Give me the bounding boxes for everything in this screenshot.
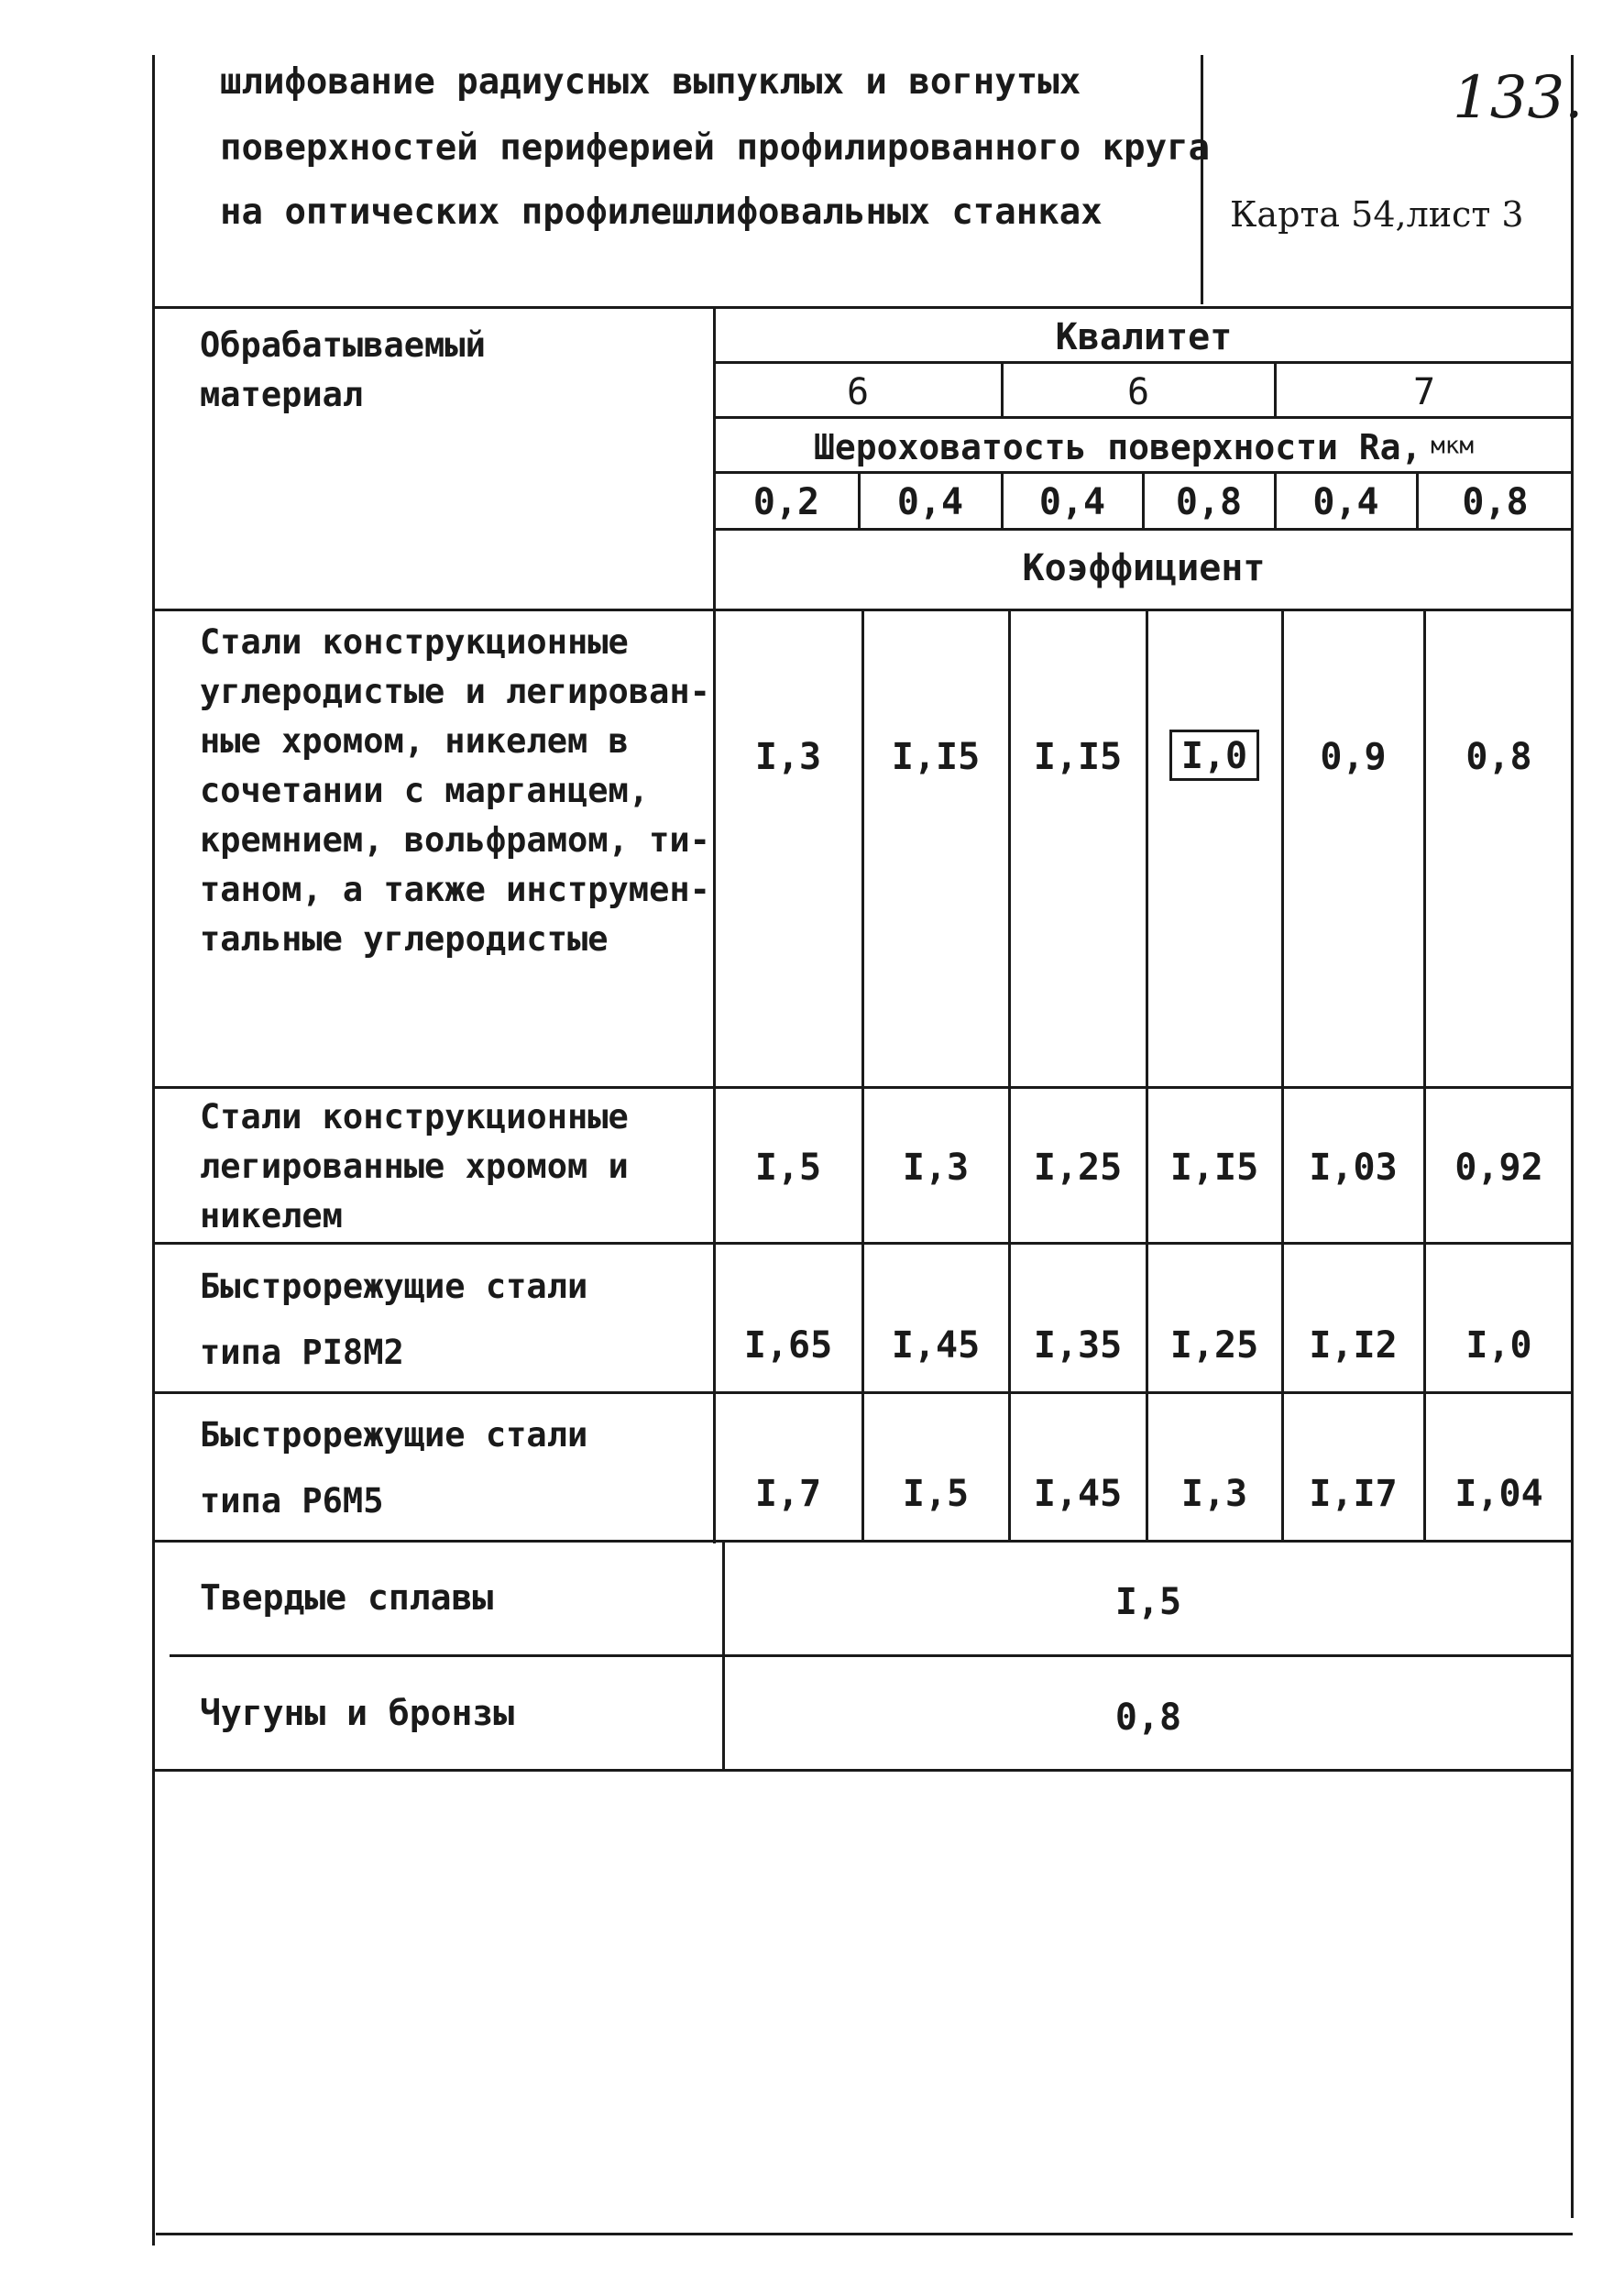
row-value: 0,92 xyxy=(1454,1147,1543,1189)
row-value: I,3 xyxy=(902,1147,970,1189)
table-bottom-line xyxy=(152,1769,1573,1772)
row-value: I,35 xyxy=(1033,1324,1123,1367)
ra-value-2: 0,4 xyxy=(896,481,964,523)
row-value: I,0 xyxy=(1465,1324,1532,1367)
row-value: I,3 xyxy=(754,736,822,778)
row-material: Быстрорежущие стали типа P6M5 xyxy=(200,1415,588,1521)
row-value: I,45 xyxy=(891,1324,981,1367)
row-material: Быстрорежущие стали типа PI8M2 xyxy=(200,1267,588,1372)
row-material: Твердые сплавы xyxy=(200,1577,494,1618)
title-line-1: шлифование радиусных выпуклых и вогнутых xyxy=(220,61,1081,103)
row-value: I,25 xyxy=(1033,1147,1123,1189)
merged-column-divider xyxy=(722,1542,725,1771)
merged-value: I,5 xyxy=(1114,1581,1182,1623)
row-material: Стали конструкционные углеродистые и легирован- ные хромом, никелем в сочетании с марганцем, кремнием, вольфрамом, ти- таном, а также инструмен- тальные углеродистые xyxy=(200,622,710,959)
row-value: I,45 xyxy=(1033,1473,1123,1515)
kvalitet-value-2: 6 xyxy=(1126,371,1150,413)
row-value: I,25 xyxy=(1169,1324,1259,1367)
bottom-border xyxy=(156,2233,1573,2235)
roughness-label: Шероховатость поверхности Ra, xyxy=(813,427,1422,467)
roughness-unit: мкм xyxy=(1431,432,1475,460)
row-material: Чугуны и бронзы xyxy=(200,1693,515,1733)
ra-value-6: 0,8 xyxy=(1462,481,1529,523)
ra-value-4: 0,8 xyxy=(1175,481,1243,523)
row-value: I,65 xyxy=(743,1324,833,1367)
material-header: Обрабатываемый материал xyxy=(200,325,486,414)
row-value: I,I5 xyxy=(891,736,981,778)
row-material: Стали конструкционные легированные хромом и никелем xyxy=(200,1097,629,1235)
header-divider xyxy=(1201,55,1203,304)
left-border xyxy=(152,55,155,2246)
row-value: I,I5 xyxy=(1169,1147,1259,1189)
kvalitet-label: Квалитет xyxy=(1055,316,1233,358)
roughness-header xyxy=(715,427,1573,467)
ra-value-5: 0,4 xyxy=(1312,481,1379,523)
boxed-base-value: I,0 xyxy=(1169,730,1259,781)
row-value: 0,8 xyxy=(1465,736,1532,778)
table-top-line xyxy=(152,306,1573,309)
row-value: I,I7 xyxy=(1309,1473,1398,1515)
title-line-3: на оптических профилешлифовальных станках xyxy=(220,192,1103,233)
kvalitet-value-3: 7 xyxy=(1412,371,1436,413)
kvalitet-line xyxy=(713,361,1573,364)
card-reference: Карта 54,лист 3 xyxy=(1230,194,1524,235)
row-value: I,I2 xyxy=(1309,1324,1398,1367)
kvalitet-value-1: 6 xyxy=(846,371,870,413)
merged-value: 0,8 xyxy=(1114,1697,1182,1739)
row-value: 0,9 xyxy=(1320,736,1387,778)
kvalitet-values-line xyxy=(713,416,1573,419)
title-line-2: поверхностей периферией профилированного круга xyxy=(220,127,1211,169)
row-value: I,03 xyxy=(1309,1147,1398,1189)
row-value: I,I5 xyxy=(1033,736,1123,778)
row5-bottom-line xyxy=(170,1654,1573,1657)
coefficient-label: Коэффициент xyxy=(1022,547,1266,589)
ra-value-3: 0,4 xyxy=(1038,481,1106,523)
ra-value-1: 0,2 xyxy=(752,481,820,523)
row-value: I,5 xyxy=(902,1473,970,1515)
row-value: I,5 xyxy=(754,1147,822,1189)
row-value: I,7 xyxy=(754,1473,822,1515)
page-number: 133. xyxy=(1453,64,1584,132)
row-value: I,3 xyxy=(1180,1473,1248,1515)
highlighted-value-cell xyxy=(1147,730,1281,781)
row-value: I,04 xyxy=(1454,1473,1543,1515)
